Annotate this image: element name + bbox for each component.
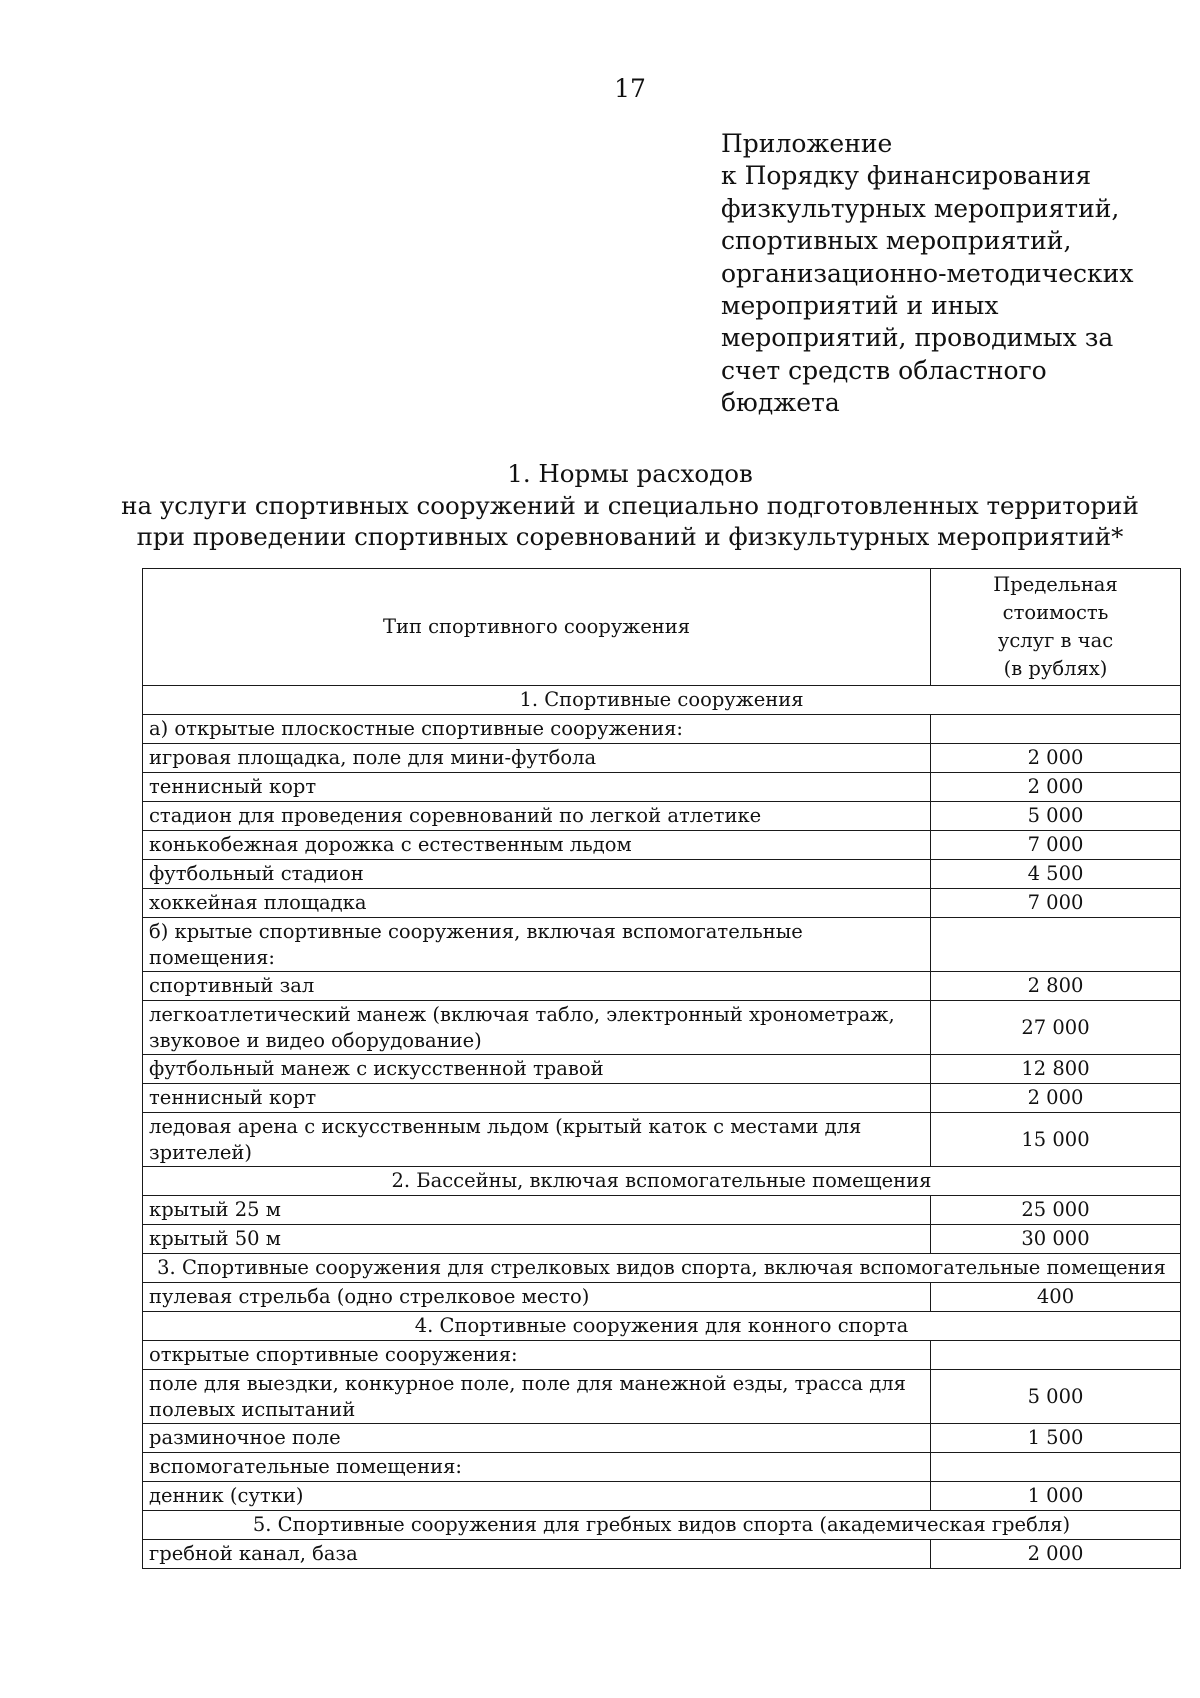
price-header-line: Предельная (993, 573, 1118, 596)
price-cell (931, 1453, 1181, 1482)
table-row (143, 1084, 1181, 1113)
price-header-line: (в рублях) (1003, 657, 1108, 680)
appendix-line: организационно-методических (721, 258, 1134, 288)
column-header-price (931, 569, 1181, 686)
facility-type-cell: хоккейная площадка (143, 889, 931, 918)
section-header-row (143, 1511, 1181, 1540)
title-line: на услуги спортивных сооружений и специально подготовленных территорий (121, 490, 1139, 520)
price-cell (931, 918, 1181, 972)
table-body (143, 686, 1181, 1569)
title-line: при проведении спортивных соревнований и физкультурных мероприятий* (136, 522, 1124, 551)
table-row (143, 889, 1181, 918)
price-cell: 15 000 (931, 1113, 1181, 1167)
facility-type-cell: стадион для проведения соревнований по легкой атлетике (143, 802, 931, 831)
appendix-line: мероприятий, проводимых за (721, 323, 1114, 353)
table-row (143, 802, 1181, 831)
facility-type-cell: денник (сутки) (143, 1482, 931, 1511)
facility-type-cell: б) крытые спортивные сооружения, включая вспомогательные помещения: (143, 918, 931, 972)
table-row (143, 831, 1181, 860)
facility-type-cell: поле для выездки, конкурное поле, поле для манежной езды, трасса для полевых испытаний (143, 1370, 931, 1424)
facility-type-cell: футбольный стадион (143, 860, 931, 889)
facility-type-cell: крытый 50 м (143, 1225, 931, 1254)
facility-type-cell: теннисный корт (143, 1084, 931, 1113)
appendix-line: счет средств областного (721, 355, 1047, 385)
price-cell: 7 000 (931, 831, 1181, 860)
section-title: 4. Спортивные сооружения для конного спорта (143, 1312, 1181, 1341)
facility-type-cell: крытый 25 м (143, 1196, 931, 1225)
section-title: 2. Бассейны, включая вспомогательные помещения (143, 1167, 1181, 1196)
title-line: 1. Нормы расходов (507, 459, 753, 488)
facility-type-cell: разминочное поле (143, 1424, 931, 1453)
price-header-line: услуг в час (997, 629, 1114, 652)
price-cell: 2 000 (931, 744, 1181, 773)
appendix-note (721, 128, 1161, 420)
price-cell: 27 000 (931, 1001, 1181, 1055)
facility-type-cell: конькобежная дорожка с естественным льдом (143, 831, 931, 860)
price-cell (931, 715, 1181, 744)
price-cell: 5 000 (931, 802, 1181, 831)
table-row (143, 1482, 1181, 1511)
appendix-line: бюджета (721, 388, 840, 418)
price-cell (931, 1341, 1181, 1370)
table-row (143, 1540, 1181, 1569)
price-cell: 1 000 (931, 1482, 1181, 1511)
appendix-line: мероприятий и иных (721, 291, 999, 321)
table-header-row (143, 569, 1181, 686)
appendix-line: к Порядку финансирования (721, 161, 1092, 191)
table-row (143, 715, 1181, 744)
table-row (143, 918, 1181, 972)
facility-type-cell: футбольный манеж с искусственной травой (143, 1055, 931, 1084)
price-cell: 25 000 (931, 1196, 1181, 1225)
section-header-row (143, 1254, 1181, 1283)
facility-type-cell: спортивный зал (143, 972, 931, 1001)
price-cell: 4 500 (931, 860, 1181, 889)
facility-type-cell: гребной канал, база (143, 1540, 931, 1569)
table-row (143, 1453, 1181, 1482)
facility-type-cell: пулевая стрельба (одно стрелковое место) (143, 1283, 931, 1312)
facility-type-cell: вспомогательные помещения: (143, 1453, 931, 1482)
section-header-row (143, 1312, 1181, 1341)
price-cell: 2 000 (931, 1084, 1181, 1113)
section-title: 1. Спортивные сооружения (143, 686, 1181, 715)
table-row (143, 1370, 1181, 1424)
facility-type-cell: теннисный корт (143, 773, 931, 802)
appendix-line: физкультурных мероприятий, (721, 193, 1120, 223)
price-cell: 400 (931, 1283, 1181, 1312)
appendix-line: Приложение (721, 129, 893, 158)
document-title (110, 458, 1150, 553)
table-row (143, 1055, 1181, 1084)
table-row (143, 744, 1181, 773)
section-title: 5. Спортивные сооружения для гребных видов спорта (академическая гребля) (143, 1511, 1181, 1540)
price-cell: 1 500 (931, 1424, 1181, 1453)
price-cell: 2 000 (931, 1540, 1181, 1569)
section-title: 3. Спортивные сооружения для стрелковых видов спорта, включая вспомогательные помещения (143, 1254, 1181, 1283)
price-cell: 2 000 (931, 773, 1181, 802)
expense-norms-table (142, 568, 1181, 1569)
price-cell: 30 000 (931, 1225, 1181, 1254)
table-row (143, 1001, 1181, 1055)
section-header-row (143, 1167, 1181, 1196)
table-row (143, 1113, 1181, 1167)
table-row (143, 972, 1181, 1001)
facility-type-cell: легкоатлетический манеж (включая табло, электронный хронометраж, звуковое и видео оборудование) (143, 1001, 931, 1055)
price-header-line: стоимость (1002, 601, 1109, 624)
table-row (143, 860, 1181, 889)
page-number: 17 (614, 74, 646, 103)
table-row (143, 1341, 1181, 1370)
facility-type-cell: а) открытые плоскостные спортивные сооружения: (143, 715, 931, 744)
price-cell: 12 800 (931, 1055, 1181, 1084)
table-row (143, 773, 1181, 802)
section-header-row (143, 686, 1181, 715)
facility-type-cell: игровая площадка, поле для мини-футбола (143, 744, 931, 773)
facility-type-cell: открытые спортивные сооружения: (143, 1341, 931, 1370)
facility-type-cell: ледовая арена с искусственным льдом (крытый каток с местами для зрителей) (143, 1113, 931, 1167)
table-row (143, 1225, 1181, 1254)
column-header-type: Тип спортивного сооружения (143, 569, 931, 686)
table-row (143, 1196, 1181, 1225)
appendix-line: спортивных мероприятий, (721, 226, 1072, 256)
table-row (143, 1424, 1181, 1453)
table-row (143, 1283, 1181, 1312)
price-cell: 5 000 (931, 1370, 1181, 1424)
price-cell: 2 800 (931, 972, 1181, 1001)
price-cell: 7 000 (931, 889, 1181, 918)
